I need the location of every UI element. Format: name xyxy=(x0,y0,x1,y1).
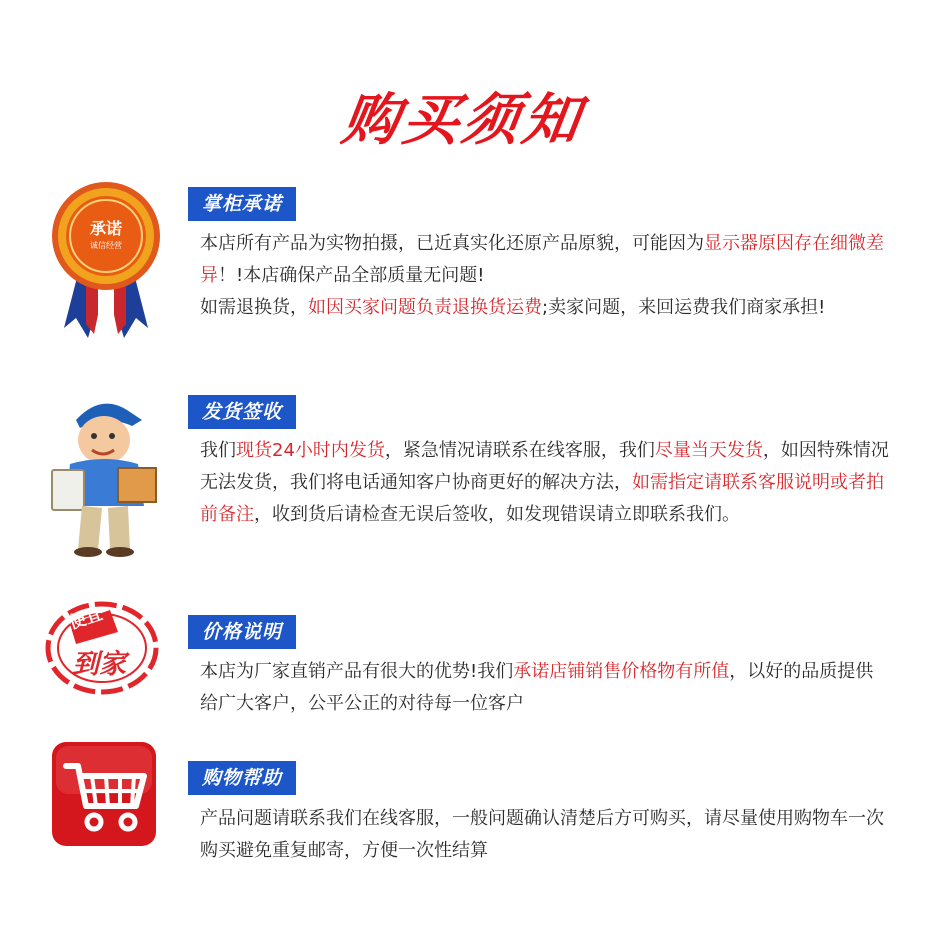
section-body xyxy=(200,435,890,531)
shopping-cart-icon xyxy=(52,742,156,846)
highlight-text: 如需指定请联系客服说明或者拍前备注 xyxy=(200,472,884,525)
paragraph xyxy=(200,656,890,720)
section-heading: 掌柜承诺 xyxy=(188,187,296,221)
highlight-text: 如因买家问题负责退换货运费 xyxy=(308,297,542,318)
paragraph xyxy=(200,435,890,531)
badge-label: 承诺 xyxy=(89,219,122,238)
body-text: ，紧急情况请联系在线客服，我们 xyxy=(384,440,655,461)
body-text: 本店为厂家直销产品有很大的优势!我们 xyxy=(200,661,514,682)
page-title: 购买须知 xyxy=(338,88,588,153)
paragraph xyxy=(200,803,890,867)
stamp-top-label: 便宜 xyxy=(66,604,106,634)
highlight-text: 尽量当天发货 xyxy=(654,440,763,461)
paragraph xyxy=(200,292,890,324)
section-body xyxy=(200,803,890,867)
section-heading: 发货签收 xyxy=(188,395,296,429)
body-text: ，收到货后请检查无误后签收，如发现错误请立即联系我们。 xyxy=(254,504,740,525)
stamp-main-label: 到家 xyxy=(72,649,126,680)
section-body xyxy=(200,656,890,720)
section-heading: 购物帮助 xyxy=(188,761,296,795)
badge-sublabel: 诚信经营 xyxy=(90,241,122,250)
rosette-badge-icon xyxy=(48,178,164,348)
body-text: 产品问题请联系我们在线客服，一般问题确认清楚后方可购买，请尽量使用购物车一次购买避免重复邮寄，方便一次性结算 xyxy=(200,808,884,861)
body-text: 本店所有产品为实物拍摄，已近真实化还原产品原貌，可能因为 xyxy=(200,233,704,254)
highlight-text: 现货24小时内发货 xyxy=(236,440,385,461)
body-text: ！!本店确保产品全部质量无问题! xyxy=(218,265,485,286)
delivery-man-icon xyxy=(46,384,166,560)
body-text: ;卖家问题，来回运费我们商家承担! xyxy=(542,297,826,318)
body-text: 如需退换货， xyxy=(200,297,308,318)
section-heading: 价格说明 xyxy=(188,615,296,649)
paragraph xyxy=(200,228,890,292)
body-text: ，如因特殊情况无法发货，我们将电话通知客户协商更好的解决方法， xyxy=(200,440,889,493)
highlight-text: 显示器原因存在细微差异 xyxy=(200,233,884,286)
body-text: 我们 xyxy=(200,440,236,461)
body-text: ，以好的品质提供给广大客户，公平公正的对待每一位客户 xyxy=(200,661,874,714)
highlight-text: 承诺店铺销售价格物有所值 xyxy=(513,661,730,682)
section-body xyxy=(200,228,890,324)
